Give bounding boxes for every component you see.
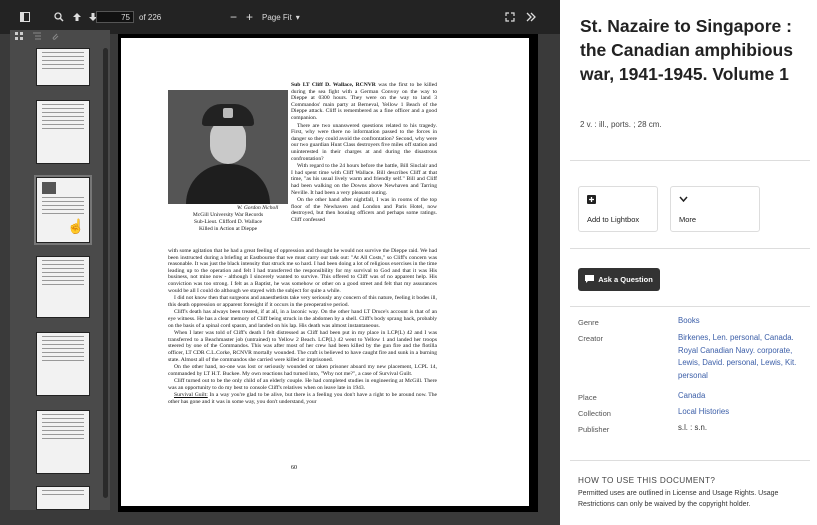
publisher-label: Publisher bbox=[578, 425, 610, 434]
more-label: More bbox=[679, 215, 697, 224]
page-thumbnail[interactable] bbox=[36, 332, 90, 396]
chevron-down-icon bbox=[679, 195, 688, 205]
zoom-select[interactable] bbox=[262, 13, 300, 22]
howto-heading: HOW TO USE THIS DOCUMENT? bbox=[578, 476, 716, 485]
paragraph: With regard to the 24 hours before the battle, Bill Sinclair and I had spent time with Cliff Wallace. Bill describes Cliff at that time, "as his usual lively warm and friendly self." Bill and Cliff had been walking on the Downs above Newhaven and Tarring Neville. It had been a very pleasant outing. bbox=[291, 163, 437, 196]
page-canvas[interactable] bbox=[118, 34, 538, 512]
plus-square-icon bbox=[587, 195, 596, 206]
fullscreen-icon[interactable] bbox=[503, 10, 517, 24]
paragraph: I did not know then that surgeons and anaesthetists take very seriously any concern of this nature, feeling it bodes ill, this death oppression or apparent foresight if it occurs in the preoperative period. bbox=[168, 295, 437, 308]
zoom-out-button[interactable]: − bbox=[230, 10, 238, 24]
search-icon[interactable] bbox=[52, 10, 66, 24]
record-panel bbox=[560, 0, 817, 525]
sidebar-toggle-icon[interactable] bbox=[18, 10, 32, 24]
section-label: Survival Guilt: bbox=[174, 392, 208, 399]
paragraph: On the other hand after nightfall, I was in rooms of the top floor of the Newhaven and London and Paris Hotel, now destroyed, but then housing officers and perhaps some ratings. Cliff confessed bbox=[291, 197, 437, 223]
paragraph: Cliff turned out to be the only child of an elderly couple. He had completed studies in engineering at McGill. There was an opportunity to do my best to console Cliff's relatives when on leave late in 1943. bbox=[168, 378, 437, 391]
page-thumbnail[interactable] bbox=[36, 256, 90, 318]
photo-credit: W. Gordon Nicholl bbox=[237, 205, 279, 211]
add-to-lightbox-label: Add to Lightbox bbox=[587, 215, 640, 224]
creator-label: Creator bbox=[578, 334, 604, 343]
paragraph: Cliff's death has always been treated, if at all, in a laconic way. On the other hand LT Druce's account is that of an eye witness. He has a clear memory of Cliff being struck in the abdomen by a shell. Cliff's body sprang back, probably on the basis of a spinal cord spasm, and landed on his lap. His death was almost instantaneous. bbox=[168, 309, 437, 329]
outline-icon[interactable] bbox=[33, 32, 41, 42]
arrow-up-icon[interactable] bbox=[70, 10, 84, 24]
text-body-full: with some agitation that he had a great feeling of oppression and thought he would not survive the Dieppe raid. We had been instructed during a briefing at Eastbourne that we must carry our task out: "At All Costs," so Cliff's concern was reasonable. It was just the black intensity that struck me so hard. I had been doing a lot of religious exercises in the time leading up to the operation and felt I had transferred the responsibility for my survival to God and that it was His business, not mine now - although I sincerely wanted to survive. This offered to Cliff was of no apparent help. His conviction was too strong. I felt as a Baptist, he was somehow or other on a good street and felt that my assurances would be all I could do although we stayed with the subject for quite a while. I did not know then that surgeons and anaesthetists take very seriously any concern of this nature, feeling it bodes ill, this death oppression or apparent foresight if it occurs in the preoperative period. Cliff's death has always been treated, if at all, in a laconic way. On the other hand LT Druce's account is that of an eye witness. He has a clear memory of Cliff being struck in the abdomen by a shell. Cliff's body sprang back, probably on the basis of a spinal cord spasm, and landed on his lap. His death was almost instantaneous. When I later was told of Cliff's death I felt distressed as Cliff had been put in my place in LCP(L) 42 and I was transferred to a Beachmaster job (untrained) to Yellow 2 Beach. LCP(L) 42 went to Yellow 1 and landed her troops steered by one of the Commandos. This was after most of her crew had been killed by the gun fire and the flotilla officer, LT CDR C.L.Corke, RCNVR mortally wounded. The craft is believed to have caught fire and sunk in a burning state. Almost all of the commandos she carried were killed or imprisoned. On the other hand, no-one was lost or seriously wounded or taken prisoner aboard my new placement, LCPL 14, commanded by LT H.T. Buckee. My own reactions had turned into, "Why not me?", a case of Survival Guilt. Cliff turned out to be the only child of an elderly couple. He had completed studies in engineering at McGill. There was an opportunity to do my best to console Cliff's relatives when on leave late in 1943. Survival Guilt: In a way you're glad to be alive, but there is a feeling you don't have a right to be around now. The other has gone and it was in some way, you don't understand, your bbox=[168, 248, 437, 406]
place-link[interactable]: Canada bbox=[678, 391, 706, 400]
ask-question-label: Ask a Question bbox=[598, 275, 653, 284]
article-heading: Sub LT Cliff D. Wallace, RCNVR bbox=[291, 82, 376, 88]
thumbnail-sidebar bbox=[10, 30, 110, 510]
sidebar-scrollbar[interactable] bbox=[103, 48, 108, 498]
page-thumbnail[interactable] bbox=[36, 486, 90, 510]
zoom-select-value: Page Fit bbox=[262, 13, 292, 22]
page-number: 60 bbox=[291, 465, 297, 471]
collection-label: Collection bbox=[578, 409, 611, 418]
page-thumbnail[interactable] bbox=[36, 48, 90, 86]
paragraph: There are two unanswered questions related to his tragedy. First, why were there no information passed to the forces in danger so they could avoid the confrontation? Second, why were our two guardian Hunt Class destroyers five miles off station and uninterested in their charges at and during the disastrous confrontation? bbox=[291, 122, 437, 162]
ask-question-button[interactable] bbox=[578, 268, 660, 291]
howto-text: Permitted uses are outlined in License and Usage Rights. Usage Restrictions can only be waived by the copyright holder. bbox=[578, 490, 779, 508]
document-page bbox=[121, 38, 529, 506]
page-thumbnail-active[interactable] bbox=[36, 177, 90, 243]
physical-description: 2 v. : ill., ports. ; 28 cm. bbox=[580, 120, 662, 129]
thumbnail-photo bbox=[42, 182, 56, 194]
photo-caption-2: Sub-Lieut. Clifford D. Wallace bbox=[194, 219, 262, 225]
page-thumbnail[interactable] bbox=[36, 100, 90, 164]
double-chevron-right-icon[interactable] bbox=[524, 10, 538, 24]
page-total: of 226 bbox=[139, 13, 162, 22]
thumbnails-icon[interactable] bbox=[15, 32, 23, 42]
divider bbox=[570, 306, 810, 307]
genre-label: Genre bbox=[578, 318, 599, 327]
publisher-value: s.l. : s.n. bbox=[678, 423, 708, 432]
sidebar-tabs bbox=[10, 30, 110, 44]
place-label: Place bbox=[578, 393, 597, 402]
viewer-toolbar bbox=[0, 0, 560, 34]
collection-link[interactable]: Local Histories bbox=[678, 407, 730, 416]
paragraph: with some agitation that he had a great feeling of oppression and thought he would not survive the Dieppe raid. We had been instructed during a briefing at Eastbourne that we must carry our task out: "At All Costs," so Cliff's concern was reasonable. It was just the black intensity that struck me so hard. I had been doing a lot of religious exercises in the time leading up to the operation and felt I had transferred the responsibility for my survival to God and that it was His business, not mine now - although I sincerely wanted to survive. This offered to Cliff was of no apparent help. His conviction was too strong. I felt as a Baptist, he was somehow or other on a good street and felt that my assurances would be all I could do although we stayed with the subject for quite a while. bbox=[168, 248, 437, 294]
creator-links[interactable]: Birkenes, Len. personal, Canada. Royal Canadian Navy. corporate, Lewis, David. personal, Lewis, Kit. personal bbox=[678, 333, 797, 380]
divider bbox=[570, 248, 810, 249]
attachment-icon[interactable] bbox=[51, 32, 59, 42]
paragraph: On the other hand, no-one was lost or seriously wounded or taken prisoner aboard my new placement, LCPL 14, commanded by LT H.T. Buckee. My own reactions had turned into, "Why not me?", a case of Survival Guilt. bbox=[168, 364, 437, 377]
chevron-down-icon: ▾ bbox=[295, 13, 300, 22]
photo-caption-3: Killed in Action at Dieppe bbox=[198, 226, 258, 232]
divider bbox=[570, 160, 810, 161]
page-number-input[interactable]: 75 bbox=[96, 11, 134, 23]
record-title: St. Nazaire to Singapore : the Canadian amphibious war, 1941-1945. Volume 1 bbox=[580, 16, 793, 84]
hand-cursor-icon: ☝ bbox=[67, 218, 85, 234]
add-to-lightbox-button[interactable] bbox=[578, 186, 658, 232]
portrait-photo bbox=[168, 90, 288, 204]
zoom-in-button[interactable]: + bbox=[246, 10, 254, 24]
text-column-right: Sub LT Cliff D. Wallace, RCNVR was the first to be killed during the sea fight with a German Convoy on the way to Dieppe at 0300 hours. They were on the way to land 3 Commandos' main party at Berneval, Yellow 1 Beach of the Dieppe attack. Cliff is remembered as a fine officer and a good companion. There are two unanswered questions related to his tragedy. First, why were there no information passed to the forces in danger so they could avoid the confrontation? Second, why were our two guardian Hunt Class destroyers five miles off station and uninterested in their charges at and during the disastrous confrontation? With regard to the 24 hours before the battle, Bill Sinclair and I had spent time with Cliff Wallace. Bill describes Cliff at that time, "as his usual lively warm and friendly self." Bill and Cliff had been walking on the Downs above Newhaven and Tarring Neville. It had been a very pleasant outing. On the other hand after nightfall, I was in rooms of the top floor of the Newhaven and London and Paris Hotel, now destroyed, but then housing officers and perhaps some ratings. Cliff confessed bbox=[291, 82, 438, 223]
chat-icon bbox=[585, 275, 594, 285]
more-button[interactable] bbox=[670, 186, 760, 232]
genre-link[interactable]: Books bbox=[678, 316, 700, 325]
divider bbox=[570, 460, 810, 461]
page-thumbnail[interactable] bbox=[36, 410, 90, 474]
paragraph: When I later was told of Cliff's death I felt distressed as Cliff had been put in my place in LCP(L) 42 and I was transferred to a Beachmaster job (untrained) to Yellow 2 Beach. LCP(L) 42 went to Yellow 1 and landed her troops steered by one of the Commandos. This was after most of her crew had been killed by the gun fire and the flotilla officer, LT CDR C.L.Corke, RCNVR mortally wounded. The craft is believed to have caught fire and sunk in a burning state. Almost all of the commandos she carried were killed or imprisoned. bbox=[168, 330, 437, 363]
photo-caption-1: McGill University War Records bbox=[192, 212, 264, 218]
